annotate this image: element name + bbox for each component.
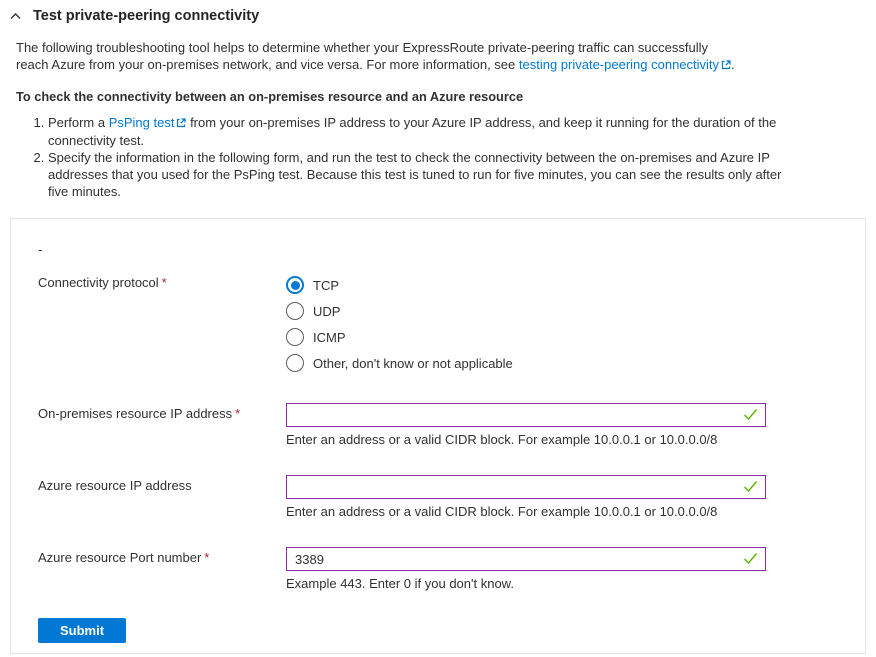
azure-ip-input[interactable] (286, 475, 766, 499)
required-asterisk: * (161, 275, 167, 290)
section-title: Test private-peering connectivity (33, 8, 260, 24)
radio-option-other[interactable] (286, 350, 838, 376)
radio-label: TCP (313, 277, 339, 293)
radio-button-icon (286, 328, 304, 346)
valid-check-icon (743, 408, 758, 424)
intro-text-end: . (731, 57, 735, 72)
intro-paragraph (16, 39, 742, 74)
azure-port-label: Azure resource Port number * (38, 550, 210, 565)
valid-check-icon (743, 480, 758, 496)
radio-option-icmp[interactable] (286, 324, 838, 350)
radio-label: ICMP (313, 329, 346, 345)
subheading: To check the connectivity between an on-premises resource and an Azure resource (16, 89, 524, 104)
connectivity-protocol-label: Connectivity protocol * (38, 275, 167, 290)
intro-text: The following troubleshooting tool helps to determine whether your ExpressRoute private-peering traffic can successfully reach Azure from your on-premises network, and vice versa. For more information, see (16, 40, 709, 72)
azure-port-row (38, 547, 838, 592)
on-premises-ip-label: On-premises resource IP address * (38, 406, 241, 421)
submit-button[interactable]: Submit (38, 618, 126, 643)
steps-list (0, 114, 790, 200)
radio-label: Other, don't know or not applicable (313, 355, 513, 371)
form-placeholder-dash: - (38, 242, 43, 257)
radio-label: UDP (313, 303, 341, 319)
section-header (0, 0, 876, 24)
radio-button-icon (286, 354, 304, 372)
on-premises-ip-hint: Enter an address or a valid CIDR block. For example 10.0.0.1 or 10.0.0.0/8 (286, 432, 718, 447)
step-2: 2. Specify the information in the following form, and run the test to check the connectivity between the on-premises and Azure IP addresses that you used for the PsPing test. Because this test is tuned to run for five minutes, you can see the results only after five minutes. (48, 149, 790, 200)
on-premises-ip-input[interactable] (286, 403, 766, 427)
azure-port-hint: Example 443. Enter 0 if you don't know. (286, 576, 514, 591)
required-asterisk: * (204, 550, 210, 565)
testing-connectivity-link[interactable]: testing private-peering connectivity (519, 57, 731, 72)
radio-option-tcp[interactable] (286, 272, 838, 298)
chevron-up-icon[interactable] (9, 10, 22, 23)
valid-check-icon (743, 552, 758, 568)
radio-option-udp[interactable] (286, 298, 838, 324)
azure-ip-row (38, 475, 838, 520)
azure-port-input[interactable] (286, 547, 766, 571)
step-1: 1. Perform a PsPing test from your on-premises IP address to your Azure IP address, and keep it running for the duration of the connectivity test. (48, 114, 790, 149)
azure-ip-label: Azure resource IP address (38, 478, 192, 493)
on-premises-ip-row (38, 403, 838, 448)
required-asterisk: * (235, 406, 241, 421)
external-link-icon (721, 57, 731, 74)
protocol-radio-group (286, 272, 838, 376)
azure-ip-hint: Enter an address or a valid CIDR block. For example 10.0.0.1 or 10.0.0.0/8 (286, 504, 718, 519)
radio-button-icon (286, 276, 304, 294)
external-link-icon (176, 115, 186, 132)
radio-button-icon (286, 302, 304, 320)
connectivity-protocol-row (38, 272, 838, 376)
connectivity-test-form-panel (10, 218, 866, 654)
psping-test-link[interactable]: PsPing test (109, 115, 187, 130)
